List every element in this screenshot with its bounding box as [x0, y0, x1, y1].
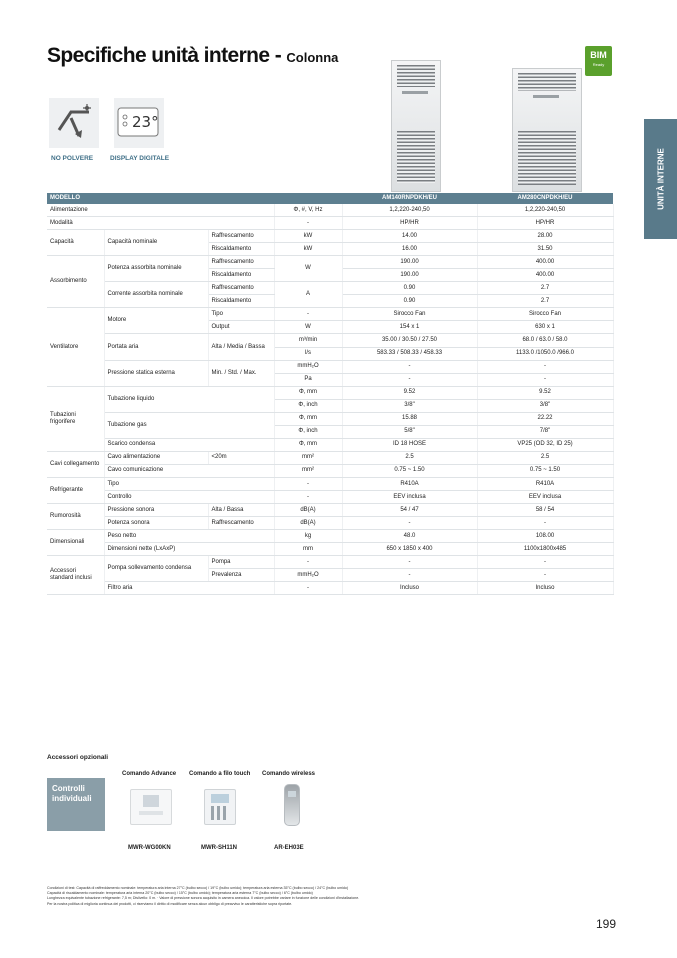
table-cell: 0.90	[342, 282, 477, 295]
table-cell: Φ, inch	[274, 425, 342, 438]
table-cell: Riscaldamento	[208, 243, 274, 256]
table-cell: -	[342, 556, 477, 569]
table-header-row	[47, 193, 613, 204]
table-row	[47, 477, 613, 490]
table-cell: 190.00	[342, 269, 477, 282]
table-cell: Alimentazione	[47, 204, 274, 217]
table-row	[47, 412, 613, 425]
table-cell: 630 x 1	[477, 321, 613, 334]
table-cell: W	[274, 256, 342, 282]
accessory-model: AR-EH03E	[274, 845, 304, 851]
table-cell: 400.00	[477, 256, 613, 269]
table-cell: 1,2,220-240,50	[477, 204, 613, 217]
table-cell: Tubazione gas	[104, 412, 274, 438]
table-cell: Pressione statica esterna	[104, 360, 208, 386]
table-cell: 400.00	[477, 269, 613, 282]
table-cell: 3/8"	[342, 399, 477, 412]
table-cell: 48.0	[342, 530, 477, 543]
table-cell: Min. / Std. / Max.	[208, 360, 274, 386]
table-cell: Motore	[104, 308, 208, 334]
table-cell: A	[274, 282, 342, 308]
accessory-model: MWR-SH11N	[201, 845, 238, 851]
individual-controls-label: Controlli individuali	[52, 784, 92, 803]
table-cell: Pressione sonora	[104, 504, 208, 517]
digital-display-label: DISPLAY DIGITALE	[110, 155, 170, 162]
table-cell: Ventilatore	[47, 308, 104, 386]
table-cell: kW	[274, 243, 342, 256]
table-cell: 22.22	[477, 412, 613, 425]
table-cell: Cavo alimentazione	[104, 451, 208, 464]
table-cell: Riscaldamento	[208, 295, 274, 308]
table-cell: -	[477, 373, 613, 386]
table-cell: -	[342, 360, 477, 373]
table-cell: Potenza assorbita nominale	[104, 256, 208, 282]
wireless-remote-image	[284, 784, 300, 826]
table-cell: Tubazioni frigorifere	[47, 386, 104, 451]
table-cell: 14.00	[342, 230, 477, 243]
table-cell: Φ, mm	[274, 438, 342, 451]
table-cell: 650 x 1850 x 400	[342, 543, 477, 556]
table-cell: VP25 (OD 32, ID 25)	[477, 438, 613, 451]
table-cell: dB(A)	[274, 517, 342, 530]
table-cell: Modalità	[47, 217, 274, 230]
table-cell: R410A	[342, 477, 477, 490]
table-cell: 1,2,220-240,50	[342, 204, 477, 217]
header-cell: AM140RNPDKH/EU	[342, 193, 477, 204]
table-cell: Alta / Media / Bassa	[208, 334, 274, 360]
table-cell: 0.75 ~ 1.50	[477, 464, 613, 477]
table-cell: Φ, #, V, Hz	[274, 204, 342, 217]
no-dust-label: NO POLVERE	[51, 155, 94, 162]
table-cell: Φ, mm	[274, 386, 342, 399]
table-cell: 54 / 47	[342, 504, 477, 517]
table-cell: mm	[274, 543, 342, 556]
table-cell: 154 x 1	[342, 321, 477, 334]
table-cell: Riscaldamento	[208, 269, 274, 282]
unit-image-am140	[391, 60, 441, 192]
table-cell: Potenza sonora	[104, 517, 208, 530]
table-cell: -	[274, 491, 342, 504]
table-cell: m³/min	[274, 334, 342, 347]
table-cell: 5/8"	[342, 425, 477, 438]
accessory-name: Comando wireless	[262, 771, 316, 777]
digital-display-feature	[114, 98, 164, 148]
table-cell: -	[477, 569, 613, 582]
title-main: Specifiche unità interne	[47, 44, 270, 67]
table-cell: Raffrescamento	[208, 256, 274, 269]
accessory-model: MWR-WG00KN	[128, 845, 171, 851]
spec-table	[47, 193, 614, 595]
table-cell: Cavi collegamento	[47, 451, 104, 477]
table-cell: Cavo comunicazione	[104, 464, 274, 477]
table-cell: Incluso	[342, 582, 477, 595]
footnote-line: Condizioni di test: Capacità di raffreddamento nominale: temperatura aria interna 27°C (bulbo secco) / 19°C (bulbo umido); temperatura aria esterna 35°C (bulbo secco) / 24°C (bulbo umido)	[47, 886, 349, 890]
table-row	[47, 438, 613, 451]
header-cell: AM280CNPDKH/EU	[477, 193, 613, 204]
table-cell: -	[274, 582, 342, 595]
table-cell: Pa	[274, 373, 342, 386]
table-cell: Sirocco Fan	[477, 308, 613, 321]
table-cell: kg	[274, 530, 342, 543]
table-cell: 16.00	[342, 243, 477, 256]
page-number: 199	[596, 917, 617, 931]
no-dust-icon	[49, 98, 99, 148]
footnote-line: Per la nostra politica di miglioria continua dei prodotti, ci riserviamo il diritto di modificare senza alcun obbligo di preavviso le caratteristiche sopra riportate.	[47, 901, 293, 906]
individual-controls-box	[47, 778, 105, 831]
table-row	[47, 308, 613, 321]
header-cell: MODELLO	[47, 193, 342, 204]
table-row	[47, 334, 613, 347]
table-cell: Scarico condensa	[104, 438, 274, 451]
table-cell: ID 18 HOSE	[342, 438, 477, 451]
table-cell: kW	[274, 230, 342, 243]
table-cell: 583.33 / 508.33 / 458.33	[342, 347, 477, 360]
table-row	[47, 556, 613, 569]
footnote-line: Capacità di riscaldamento nominale: temperatura aria interna 20°C (bulbo secco) / 15°C (bulbo umido); temperatura aria esterna 7°C (bulbo secco) / 6°C (bulbo umido)	[47, 891, 313, 896]
table-cell: Φ, inch	[274, 399, 342, 412]
table-cell: 2.5	[342, 451, 477, 464]
table-cell: Peso netto	[104, 530, 274, 543]
table-cell: 7/8"	[477, 425, 613, 438]
table-cell: EEV inclusa	[477, 491, 613, 504]
table-cell: -	[342, 517, 477, 530]
table-cell: Sirocco Fan	[342, 308, 477, 321]
table-cell: -	[274, 477, 342, 490]
table-cell: R410A	[477, 477, 613, 490]
table-cell: Assorbimento	[47, 256, 104, 308]
table-cell: -	[477, 360, 613, 373]
table-cell: mmH₂O	[274, 569, 342, 582]
title-subtitle: Colonna	[286, 50, 339, 65]
table-cell: -	[477, 556, 613, 569]
no-dust-feature	[49, 98, 99, 148]
table-row	[47, 282, 613, 295]
table-cell: 31.50	[477, 243, 613, 256]
table-row	[47, 504, 613, 517]
footnotes	[47, 886, 467, 907]
table-cell: Dimensionali	[47, 530, 104, 556]
advance-controller-image	[130, 789, 172, 825]
table-cell: HP/HR	[477, 217, 613, 230]
table-cell: 1100x1800x485	[477, 543, 613, 556]
table-cell: Dimensioni nette (LxAxP)	[104, 543, 274, 556]
table-cell: 2.7	[477, 295, 613, 308]
table-cell: 0.75 ~ 1.50	[342, 464, 477, 477]
table-cell: 1133.0 /1050.0 /966.0	[477, 347, 613, 360]
table-cell: Prevalenza	[208, 569, 274, 582]
table-row	[47, 451, 613, 464]
accessories-title: Accessori opzionali	[47, 754, 109, 761]
table-row	[47, 543, 613, 556]
table-cell: Controllo	[104, 491, 274, 504]
table-row	[47, 217, 613, 230]
table-cell: -	[274, 217, 342, 230]
bim-label: BIM	[590, 50, 607, 60]
table-cell: -	[274, 556, 342, 569]
table-row	[47, 464, 613, 477]
table-cell: Tipo	[208, 308, 274, 321]
table-cell: Raffrescamento	[208, 282, 274, 295]
table-cell: 9.52	[477, 386, 613, 399]
table-cell: Incluso	[477, 582, 613, 595]
touch-wired-controller-image	[204, 789, 236, 825]
table-cell: Pompa	[208, 556, 274, 569]
table-cell: -	[342, 569, 477, 582]
table-cell: Capacità	[47, 230, 104, 256]
table-cell: 0.90	[342, 295, 477, 308]
table-row	[47, 204, 613, 217]
table-row	[47, 256, 613, 269]
table-row	[47, 582, 613, 595]
table-cell: 2.7	[477, 282, 613, 295]
section-side-tab	[644, 119, 677, 239]
footnote-line: Lunghezza equivalente tubazione refrigerante: 7,5 m; Dislivello: 0 m. · Valore di pressione sonora acquisito in camera anecoica. Il valore potrebbe variare in funzione delle condizioni d'installazione.	[47, 896, 360, 901]
table-row	[47, 360, 613, 373]
table-cell: mm²	[274, 451, 342, 464]
table-cell: 108.00	[477, 530, 613, 543]
accessory-name: Comando a filo touch	[189, 771, 251, 777]
table-cell: Alta / Bassa	[208, 504, 274, 517]
table-cell: -	[274, 308, 342, 321]
table-cell: 68.0 / 63.0 / 58.0	[477, 334, 613, 347]
table-cell: Raffrescamento	[208, 230, 274, 243]
table-cell: mmH₂O	[274, 360, 342, 373]
table-row	[47, 530, 613, 543]
table-cell: 15.88	[342, 412, 477, 425]
table-cell: <20m	[208, 451, 274, 464]
table-cell: W	[274, 321, 342, 334]
page-title	[47, 44, 338, 68]
table-cell: Filtro aria	[104, 582, 274, 595]
table-row	[47, 491, 613, 504]
table-cell: mm²	[274, 464, 342, 477]
bim-sub: Ready	[592, 62, 605, 67]
table-cell: -	[477, 517, 613, 530]
table-cell: Φ, mm	[274, 412, 342, 425]
table-cell: 3/8"	[477, 399, 613, 412]
unit-image-am280	[512, 68, 582, 192]
table-cell: Output	[208, 321, 274, 334]
display-icon-temp: 23°	[132, 113, 159, 131]
table-cell: 28.00	[477, 230, 613, 243]
bim-badge	[585, 46, 612, 76]
accessory-name: Comando Advance	[122, 771, 177, 777]
table-cell: 9.52	[342, 386, 477, 399]
table-cell: Raffrescamento	[208, 517, 274, 530]
table-cell: Accessori standard inclusi	[47, 556, 104, 595]
table-cell: Refrigerante	[47, 477, 104, 503]
table-cell: 58 / 54	[477, 504, 613, 517]
table-cell: 2.5	[477, 451, 613, 464]
table-cell: HP/HR	[342, 217, 477, 230]
side-tab-label: UNITÀ INTERNE	[656, 148, 665, 210]
table-cell: Portata aria	[104, 334, 208, 360]
table-cell: 190.00	[342, 256, 477, 269]
table-cell: Pompa sollevamento condensa	[104, 556, 208, 582]
table-cell: dB(A)	[274, 504, 342, 517]
table-row	[47, 230, 613, 243]
table-cell: l/s	[274, 347, 342, 360]
table-cell: EEV inclusa	[342, 491, 477, 504]
table-row	[47, 517, 613, 530]
table-row	[47, 386, 613, 399]
table-cell: Tipo	[104, 477, 274, 490]
table-cell: Tubazione liquido	[104, 386, 274, 412]
table-cell: -	[342, 373, 477, 386]
table-cell: Corrente assorbita nominale	[104, 282, 208, 308]
table-cell: Capacità nominale	[104, 230, 208, 256]
table-cell: Rumorosità	[47, 504, 104, 530]
title-separator: -	[269, 44, 287, 67]
table-cell: 35.00 / 30.50 / 27.50	[342, 334, 477, 347]
